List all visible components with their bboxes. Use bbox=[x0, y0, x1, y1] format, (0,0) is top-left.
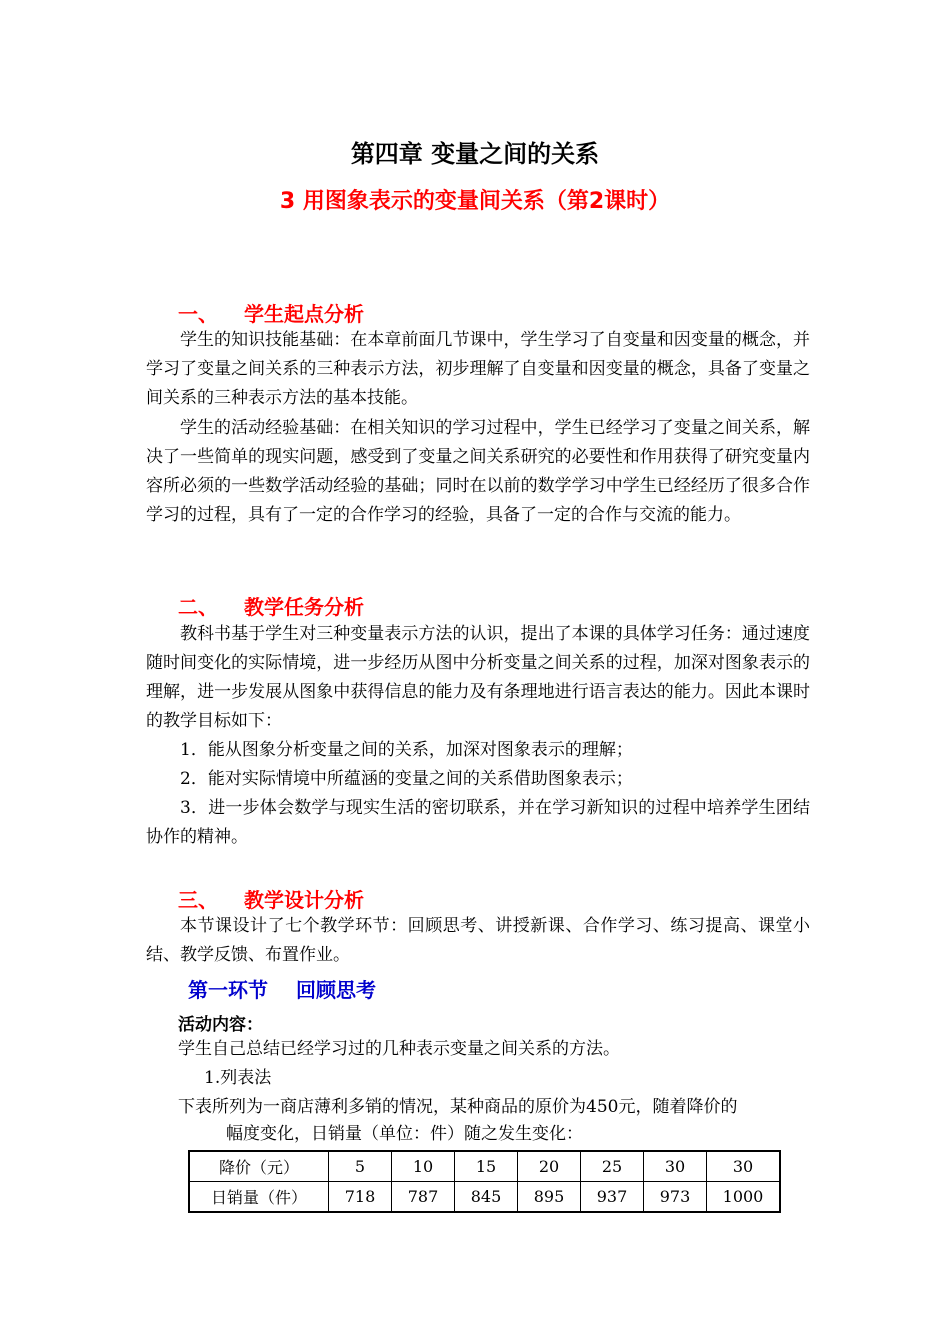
table-cell: 5 bbox=[329, 1151, 392, 1182]
table-cell: 937 bbox=[581, 1182, 644, 1213]
paragraph: 教科书基于学生对三种变量表示方法的认识，提出了本课的具体学习任务：通过速度随时间变化的实际情境，进一步经历从图中分析变量之间关系的过程，加深对图象表示的理解，进一步发展从图象中获得信息的能力及有条理地进行语言表达的能力。因此本课时的教学目标如下： bbox=[146, 624, 810, 731]
table-cell: 1000 bbox=[707, 1182, 781, 1213]
table-cell: 895 bbox=[518, 1182, 581, 1213]
stage-title: 第一环节 bbox=[188, 978, 268, 1002]
section-number: 一、 bbox=[178, 302, 218, 326]
goal-item: 3．进一步体会数学与现实生活的密切联系，并在学习新知识的过程中培养学生团结协作的精神。 bbox=[146, 798, 810, 847]
document-subtitle: 3 用图象表示的变量间关系（第2课时） bbox=[279, 189, 671, 214]
table-cell: 787 bbox=[392, 1182, 455, 1213]
method-label: 1.列表法 bbox=[204, 1068, 272, 1088]
table-cell: 30 bbox=[707, 1151, 781, 1182]
table-row bbox=[189, 1151, 780, 1182]
section-title: 教学任务分析 bbox=[244, 595, 364, 619]
section-number: 三、 bbox=[178, 888, 218, 912]
section-title: 学生起点分析 bbox=[244, 302, 364, 326]
table-cell: 10 bbox=[392, 1151, 455, 1182]
row-label: 降价（元） bbox=[189, 1151, 329, 1182]
stage-heading bbox=[188, 974, 376, 1003]
stage-name: 回顾思考 bbox=[296, 978, 376, 1002]
table-cell: 25 bbox=[581, 1151, 644, 1182]
paragraph: 本节课设计了七个教学环节：回顾思考、讲授新课、合作学习、练习提高、课堂小结、教学反馈、布置作业。 bbox=[146, 916, 810, 965]
section-number: 二、 bbox=[178, 595, 218, 619]
section-heading-2 bbox=[178, 591, 364, 620]
goal-item: 1．能从图象分析变量之间的关系，加深对图象表示的理解； bbox=[180, 740, 633, 760]
table-cell: 973 bbox=[644, 1182, 707, 1213]
table-cell: 15 bbox=[455, 1151, 518, 1182]
sales-table bbox=[188, 1150, 781, 1213]
table-cell: 845 bbox=[455, 1182, 518, 1213]
activity-label: 活动内容： bbox=[178, 1015, 263, 1035]
table-description-cont: 幅度变化，日销量（单位：件）随之发生变化： bbox=[226, 1124, 583, 1144]
section-heading-3 bbox=[178, 884, 364, 913]
paragraph: 学生的知识技能基础：在本章前面几节课中，学生学习了自变量和因变量的概念，并学习了变量之间关系的三种表示方法，初步理解了自变量和因变量的概念，具备了变量之间关系的三种表示方法的基本技能。 bbox=[146, 330, 810, 408]
table-cell: 20 bbox=[518, 1151, 581, 1182]
document-title: 第四章 变量之间的关系 bbox=[350, 140, 600, 168]
row-label: 日销量（件） bbox=[189, 1182, 329, 1213]
table-cell: 718 bbox=[329, 1182, 392, 1213]
table-cell: 30 bbox=[644, 1151, 707, 1182]
table-description: 下表所列为一商店薄利多销的情况，某种商品的原价为450元，随着降价的 bbox=[178, 1097, 738, 1117]
activity-content: 学生自己总结已经学习过的几种表示变量之间关系的方法。 bbox=[178, 1039, 620, 1059]
section-heading-1 bbox=[178, 298, 364, 327]
paragraph: 学生的活动经验基础：在相关知识的学习过程中，学生已经学习了变量之间关系，解决了一些简单的现实问题，感受到了变量之间关系研究的必要性和作用获得了研究变量内容所必须的一些数学活动经验的基础；同时在以前的数学学习中学生已经经历了很多合作学习的过程，具有了一定的合作学习的经验，具备了一定的合作与交流的能力。 bbox=[146, 418, 810, 525]
table-row bbox=[189, 1182, 780, 1213]
goal-item: 2．能对实际情境中所蕴涵的变量之间的关系借助图象表示； bbox=[180, 769, 633, 789]
section-title: 教学设计分析 bbox=[244, 888, 364, 912]
